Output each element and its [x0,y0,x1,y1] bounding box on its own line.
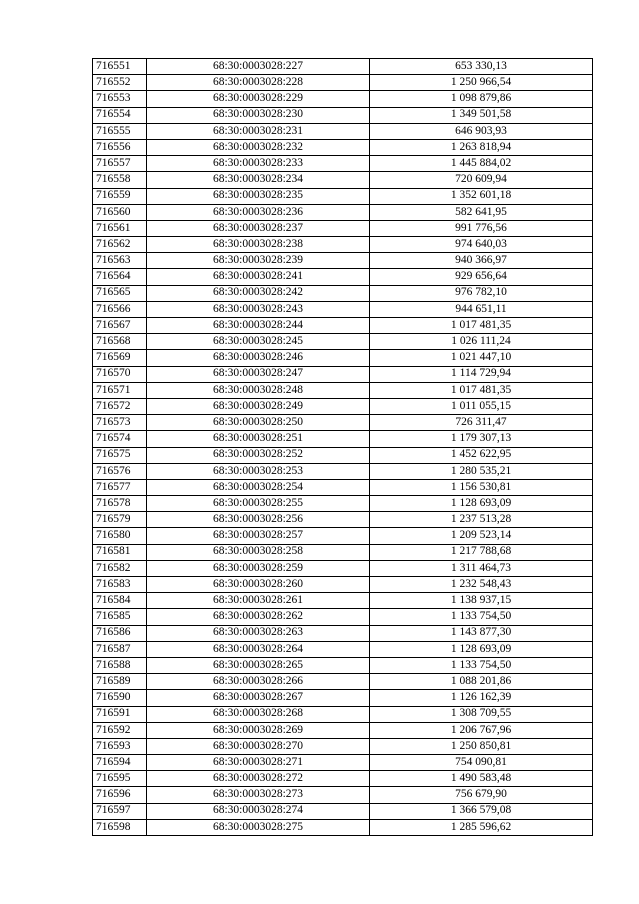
cadastral-value-cell: 1 017 481,35 [370,318,593,334]
cadastral-value-cell: 582 641,95 [370,204,593,220]
table-body [93,59,593,836]
cadastral-number-cell: 68:30:0003028:255 [147,496,370,512]
cadastral-value-cell: 976 782,10 [370,285,593,301]
cadastral-number-cell: 68:30:0003028:244 [147,318,370,334]
row-number-cell: 716565 [93,285,147,301]
cadastral-value-cell: 940 366,97 [370,253,593,269]
cadastral-number-cell: 68:30:0003028:263 [147,625,370,641]
row-number-cell: 716580 [93,528,147,544]
row-number-cell: 716562 [93,237,147,253]
cadastral-value-cell: 1 021 447,10 [370,350,593,366]
cadastral-number-cell: 68:30:0003028:248 [147,382,370,398]
cadastral-value-cell: 1 285 596,62 [370,819,593,835]
table-row [93,220,593,236]
cadastral-value-cell: 1 349 501,58 [370,107,593,123]
cadastral-number-cell: 68:30:0003028:256 [147,512,370,528]
cadastral-value-cell: 1 263 818,94 [370,139,593,155]
cadastral-value-cell: 1 452 622,95 [370,447,593,463]
cadastral-value-cell: 1 311 464,73 [370,560,593,576]
row-number-cell: 716574 [93,431,147,447]
table-row [93,528,593,544]
table-row [93,819,593,835]
table-row [93,285,593,301]
cadastral-value-cell: 991 776,56 [370,220,593,236]
cadastral-value-cell: 1 490 583,48 [370,771,593,787]
table-row [93,398,593,414]
row-number-cell: 716570 [93,366,147,382]
cadastral-number-cell: 68:30:0003028:251 [147,431,370,447]
table-row [93,625,593,641]
table-row [93,479,593,495]
table-row [93,318,593,334]
cadastral-number-cell: 68:30:0003028:260 [147,577,370,593]
cadastral-number-cell: 68:30:0003028:228 [147,75,370,91]
table-row [93,657,593,673]
cadastral-number-cell: 68:30:0003028:246 [147,350,370,366]
table-row [93,738,593,754]
table-row [93,771,593,787]
row-number-cell: 716589 [93,674,147,690]
table-row [93,107,593,123]
row-number-cell: 716583 [93,577,147,593]
cadastral-number-cell: 68:30:0003028:231 [147,123,370,139]
cadastral-value-cell: 1 445 884,02 [370,156,593,172]
cadastral-value-cell: 1 179 307,13 [370,431,593,447]
row-number-cell: 716579 [93,512,147,528]
cadastral-value-cell: 1 138 937,15 [370,593,593,609]
row-number-cell: 716587 [93,641,147,657]
cadastral-value-cell: 974 640,03 [370,237,593,253]
table-row [93,59,593,75]
row-number-cell: 716566 [93,301,147,317]
table-row [93,512,593,528]
cadastral-value-cell: 929 656,64 [370,269,593,285]
cadastral-number-cell: 68:30:0003028:266 [147,674,370,690]
table-row [93,560,593,576]
cadastral-value-cell: 726 311,47 [370,415,593,431]
cadastral-value-cell: 1 280 535,21 [370,463,593,479]
row-number-cell: 716578 [93,496,147,512]
cadastral-value-cell: 1 308 709,55 [370,706,593,722]
table-row [93,593,593,609]
cadastral-number-cell: 68:30:0003028:257 [147,528,370,544]
cadastral-number-cell: 68:30:0003028:235 [147,188,370,204]
cadastral-value-cell: 1 250 850,81 [370,738,593,754]
row-number-cell: 716571 [93,382,147,398]
table-row [93,366,593,382]
cadastral-value-cell: 1 098 879,86 [370,91,593,107]
table-row [93,237,593,253]
table-row [93,188,593,204]
cadastral-number-cell: 68:30:0003028:270 [147,738,370,754]
table-row [93,301,593,317]
row-number-cell: 716556 [93,139,147,155]
table-row [93,253,593,269]
cadastral-number-cell: 68:30:0003028:237 [147,220,370,236]
table-row [93,269,593,285]
cadastral-value-cell: 1 250 966,54 [370,75,593,91]
table-row [93,803,593,819]
table-row [93,463,593,479]
row-number-cell: 716586 [93,625,147,641]
cadastral-number-cell: 68:30:0003028:249 [147,398,370,414]
row-number-cell: 716572 [93,398,147,414]
cadastral-number-cell: 68:30:0003028:239 [147,253,370,269]
row-number-cell: 716597 [93,803,147,819]
cadastral-number-cell: 68:30:0003028:230 [147,107,370,123]
cadastral-number-cell: 68:30:0003028:233 [147,156,370,172]
row-number-cell: 716567 [93,318,147,334]
cadastral-number-cell: 68:30:0003028:264 [147,641,370,657]
cadastral-value-cell: 1 206 767,96 [370,722,593,738]
table-row [93,722,593,738]
table-row [93,334,593,350]
table-row [93,350,593,366]
row-number-cell: 716591 [93,706,147,722]
cadastral-value-cell: 1 143 877,30 [370,625,593,641]
table-row [93,415,593,431]
row-number-cell: 716563 [93,253,147,269]
row-number-cell: 716592 [93,722,147,738]
cadastral-value-cell: 1 026 111,24 [370,334,593,350]
cadastral-value-cell: 944 651,11 [370,301,593,317]
cadastral-value-cell: 754 090,81 [370,755,593,771]
row-number-cell: 716596 [93,787,147,803]
cadastral-number-cell: 68:30:0003028:245 [147,334,370,350]
table-row [93,204,593,220]
row-number-cell: 716576 [93,463,147,479]
cadastral-number-cell: 68:30:0003028:261 [147,593,370,609]
table-row [93,91,593,107]
row-number-cell: 716577 [93,479,147,495]
table-row [93,577,593,593]
table-row [93,382,593,398]
cadastral-value-cell: 1 114 729,94 [370,366,593,382]
row-number-cell: 716593 [93,738,147,754]
cadastral-number-cell: 68:30:0003028:243 [147,301,370,317]
cadastral-number-cell: 68:30:0003028:229 [147,91,370,107]
cadastral-value-cell: 1 128 693,09 [370,496,593,512]
row-number-cell: 716573 [93,415,147,431]
cadastral-value-cell: 1 217 788,68 [370,544,593,560]
cadastral-value-cell: 720 609,94 [370,172,593,188]
row-number-cell: 716559 [93,188,147,204]
cadastral-value-cell: 1 126 162,39 [370,690,593,706]
row-number-cell: 716554 [93,107,147,123]
row-number-cell: 716564 [93,269,147,285]
cadastral-number-cell: 68:30:0003028:236 [147,204,370,220]
cadastral-value-cell: 1 088 201,86 [370,674,593,690]
row-number-cell: 716553 [93,91,147,107]
table-row [93,641,593,657]
table-row [93,544,593,560]
cadastral-value-cell: 646 903,93 [370,123,593,139]
row-number-cell: 716569 [93,350,147,366]
row-number-cell: 716595 [93,771,147,787]
table-row [93,609,593,625]
row-number-cell: 716584 [93,593,147,609]
cadastral-value-cell: 1 232 548,43 [370,577,593,593]
table-row [93,690,593,706]
row-number-cell: 716555 [93,123,147,139]
table-row [93,496,593,512]
row-number-cell: 716558 [93,172,147,188]
cadastral-number-cell: 68:30:0003028:271 [147,755,370,771]
row-number-cell: 716582 [93,560,147,576]
cadastral-value-cell: 1 156 530,81 [370,479,593,495]
cadastral-number-cell: 68:30:0003028:252 [147,447,370,463]
cadastral-number-cell: 68:30:0003028:227 [147,59,370,75]
cadastral-value-cell: 1 128 693,09 [370,641,593,657]
cadastral-number-cell: 68:30:0003028:267 [147,690,370,706]
row-number-cell: 716561 [93,220,147,236]
row-number-cell: 716581 [93,544,147,560]
table-row [93,172,593,188]
cadastral-number-cell: 68:30:0003028:241 [147,269,370,285]
row-number-cell: 716588 [93,657,147,673]
cadastral-value-cell: 1 011 055,15 [370,398,593,414]
row-number-cell: 716590 [93,690,147,706]
table-row [93,755,593,771]
cadastral-value-cell: 1 133 754,50 [370,657,593,673]
cadastral-value-table [92,58,593,836]
cadastral-number-cell: 68:30:0003028:274 [147,803,370,819]
cadastral-value-cell: 653 330,13 [370,59,593,75]
cadastral-value-cell: 1 017 481,35 [370,382,593,398]
row-number-cell: 716568 [93,334,147,350]
row-number-cell: 716585 [93,609,147,625]
row-number-cell: 716594 [93,755,147,771]
row-number-cell: 716557 [93,156,147,172]
row-number-cell: 716560 [93,204,147,220]
cadastral-value-cell: 1 352 601,18 [370,188,593,204]
cadastral-number-cell: 68:30:0003028:253 [147,463,370,479]
cadastral-number-cell: 68:30:0003028:258 [147,544,370,560]
table-row [93,431,593,447]
row-number-cell: 716551 [93,59,147,75]
cadastral-value-cell: 1 237 513,28 [370,512,593,528]
cadastral-number-cell: 68:30:0003028:275 [147,819,370,835]
table-row [93,447,593,463]
cadastral-number-cell: 68:30:0003028:250 [147,415,370,431]
table-row [93,674,593,690]
cadastral-number-cell: 68:30:0003028:262 [147,609,370,625]
cadastral-number-cell: 68:30:0003028:247 [147,366,370,382]
cadastral-number-cell: 68:30:0003028:259 [147,560,370,576]
cadastral-number-cell: 68:30:0003028:269 [147,722,370,738]
cadastral-number-cell: 68:30:0003028:273 [147,787,370,803]
cadastral-value-cell: 1 209 523,14 [370,528,593,544]
cadastral-number-cell: 68:30:0003028:272 [147,771,370,787]
table-row [93,139,593,155]
table-row [93,156,593,172]
cadastral-value-cell: 756 679,90 [370,787,593,803]
table-row [93,123,593,139]
row-number-cell: 716598 [93,819,147,835]
cadastral-number-cell: 68:30:0003028:242 [147,285,370,301]
table-row [93,706,593,722]
cadastral-number-cell: 68:30:0003028:265 [147,657,370,673]
table-row [93,75,593,91]
cadastral-number-cell: 68:30:0003028:238 [147,237,370,253]
table-row [93,787,593,803]
cadastral-number-cell: 68:30:0003028:254 [147,479,370,495]
cadastral-number-cell: 68:30:0003028:268 [147,706,370,722]
cadastral-value-cell: 1 133 754,50 [370,609,593,625]
cadastral-value-cell: 1 366 579,08 [370,803,593,819]
cadastral-number-cell: 68:30:0003028:232 [147,139,370,155]
row-number-cell: 716575 [93,447,147,463]
row-number-cell: 716552 [93,75,147,91]
cadastral-number-cell: 68:30:0003028:234 [147,172,370,188]
